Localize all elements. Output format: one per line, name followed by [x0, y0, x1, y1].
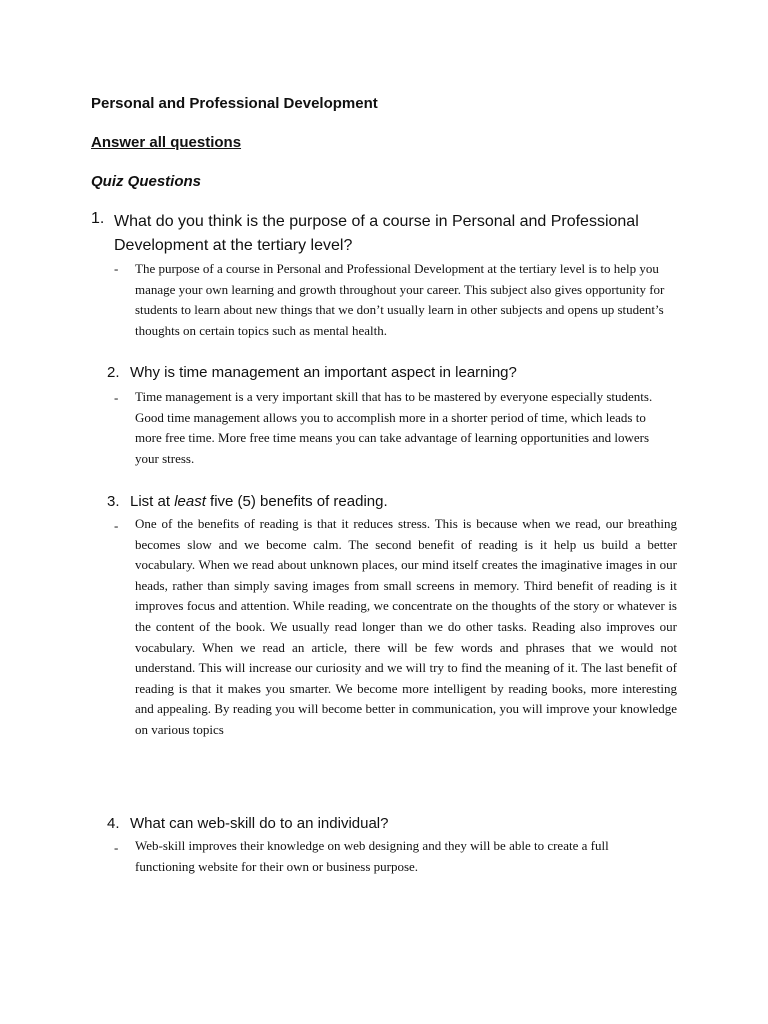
answer-2: Time management is a very important skill that has to be mastered by everyone especially students. Good time management allows you to accomplish more in a shorter period of time, which leads to more free time. More free time means you can take advantage of learning opportunities and lowers your stress.	[135, 389, 653, 466]
question-text-after: five (5) benefits of reading.	[205, 493, 388, 510]
answer-1: The purpose of a course in Personal and Professional Development at the tertiary level is to help you manage your own learning and growth throughout your career. This subject also gives opportunity for students to learn about new things that we don’t usually learn in other subjects and opens up student’s thoughts on certain topics such as mental health.	[135, 261, 665, 338]
document-title: Personal and Professional Development	[91, 95, 378, 112]
answer-4: Web-skill improves their knowledge on web designing and they will be able to create a full functioning website for their own or business purpose.	[135, 838, 609, 874]
question-text: What do you think is the purpose of a course in Personal and Professional Development at the tertiary level?	[114, 213, 639, 254]
question-text: What can web-skill do to an individual?	[130, 815, 389, 832]
question-number: 2.	[107, 364, 120, 381]
answer-bullet: -	[114, 840, 119, 855]
instruction-heading: Answer all questions	[91, 134, 242, 151]
section-heading: Quiz Questions	[91, 173, 202, 190]
answer-bullet: -	[114, 261, 119, 276]
answer-3: One of the benefits of reading is that it reduces stress. This is because when we read, our breathing becomes slow and we become calm. The second benefit of reading is it help us build a better vocabulary. When we read about unknown places, our mind itself creates the imaginative images in our heads, rather than simply saving images from small screens in memory. Third benefit of reading is it improves focus and attention. While reading, we concentrate on the thoughts of the story or whatever is the content of the book. We usually read longer than we do other tasks. Reading also improves our vocabulary. When we read an article, there will be few words and phrases that we would not understand. This will increase our curiosity and we will try to find the meaning of it. The last benefit of reading is that it makes you smarter. We become more intelligent by reading books, more interesting and appealing. By reading you will become better in communication, you will improve your knowledge on various topics	[135, 516, 677, 737]
question-text-emphasis: least	[174, 493, 206, 510]
question-text	[130, 493, 690, 510]
question-text-before: List at	[130, 493, 175, 510]
question-text: Why is time management an important aspect in learning?	[130, 364, 517, 381]
question-number: 1.	[91, 210, 105, 227]
question-number: 3.	[107, 493, 120, 510]
answer-bullet: -	[114, 518, 119, 533]
question-number: 4.	[107, 815, 120, 832]
answer-bullet: -	[114, 390, 119, 405]
